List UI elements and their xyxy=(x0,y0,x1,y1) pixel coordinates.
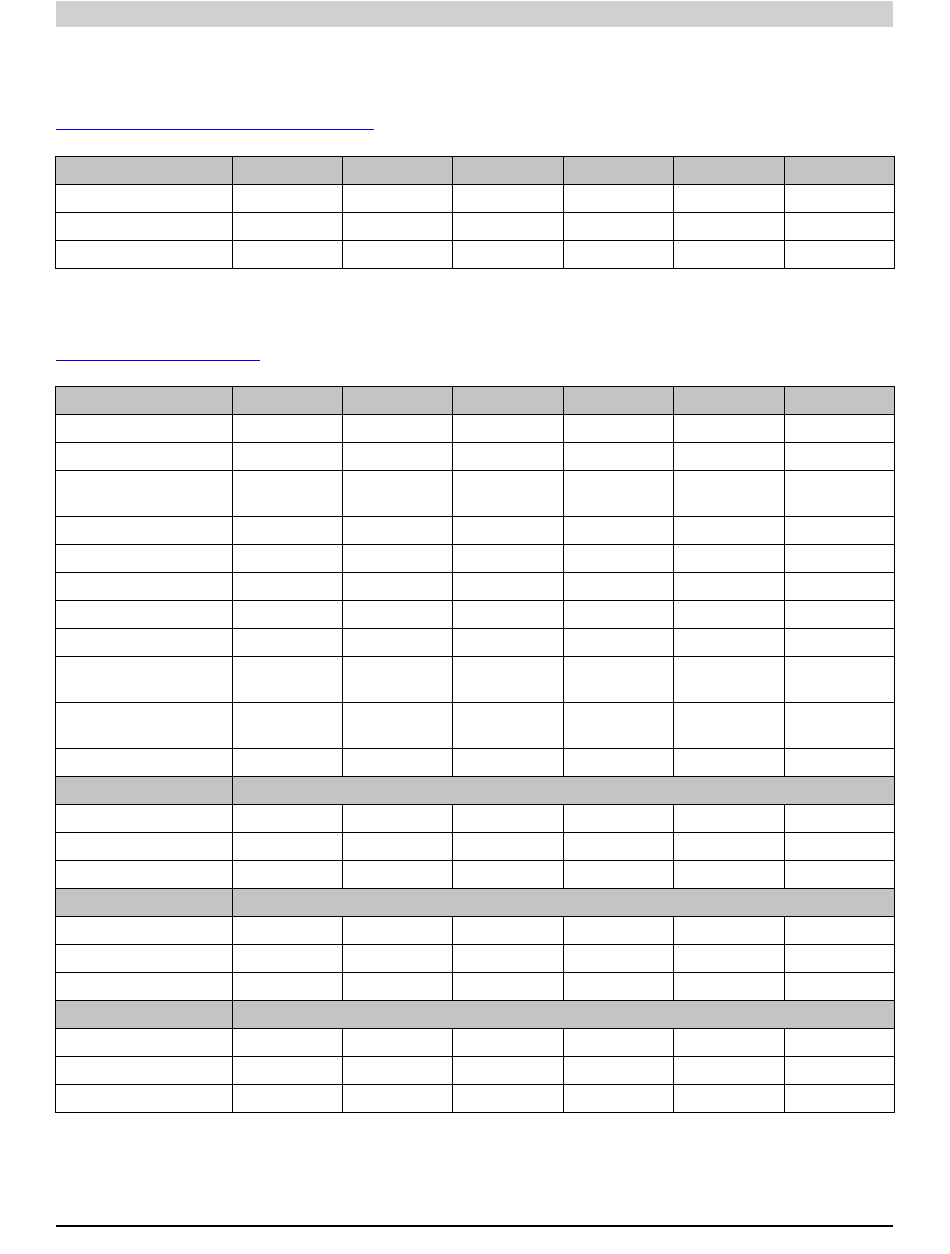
table-row xyxy=(56,213,895,241)
table-cell xyxy=(784,629,894,657)
summary-table xyxy=(55,156,895,269)
table-cell xyxy=(453,185,563,213)
table-cell xyxy=(784,805,894,833)
table-cell xyxy=(56,545,233,573)
table-cell xyxy=(453,1057,563,1085)
table-cell xyxy=(232,861,342,889)
column-header xyxy=(232,387,342,415)
table-cell xyxy=(453,917,563,945)
table-cell xyxy=(232,917,342,945)
column-header xyxy=(674,387,784,415)
table-cell xyxy=(56,703,233,749)
table-cell xyxy=(563,861,673,889)
table-cell xyxy=(453,573,563,601)
table-cell xyxy=(563,917,673,945)
table-row xyxy=(56,749,895,777)
column-header xyxy=(563,387,673,415)
table-cell xyxy=(563,1029,673,1057)
table-cell xyxy=(56,241,233,269)
table-cell xyxy=(674,545,784,573)
table-cell xyxy=(453,629,563,657)
detail-table xyxy=(55,386,895,1113)
footer-rule xyxy=(56,1225,893,1227)
table-cell xyxy=(674,945,784,973)
group-header-row xyxy=(56,1001,895,1029)
table-cell xyxy=(56,1057,233,1085)
header-bar xyxy=(56,1,893,27)
table-cell xyxy=(674,861,784,889)
table-header-row xyxy=(56,387,895,415)
table-cell xyxy=(232,573,342,601)
table-cell xyxy=(343,185,453,213)
table-cell xyxy=(453,657,563,703)
column-header xyxy=(453,157,563,185)
table-cell xyxy=(784,545,894,573)
table-row xyxy=(56,471,895,517)
table-cell xyxy=(674,471,784,517)
table-cell xyxy=(674,703,784,749)
table-cell xyxy=(453,545,563,573)
column-header xyxy=(563,157,673,185)
table-cell xyxy=(784,749,894,777)
table-cell xyxy=(56,749,233,777)
group-label xyxy=(56,1001,233,1029)
table-row xyxy=(56,861,895,889)
table-cell xyxy=(56,517,233,545)
table-cell xyxy=(674,213,784,241)
table-cell xyxy=(784,833,894,861)
table-cell xyxy=(343,415,453,443)
table-row xyxy=(56,1085,895,1113)
table-cell xyxy=(674,241,784,269)
table-cell xyxy=(563,185,673,213)
group-label xyxy=(56,889,233,917)
table-cell xyxy=(232,1029,342,1057)
table-cell xyxy=(56,861,233,889)
table-cell xyxy=(453,601,563,629)
table-cell xyxy=(56,443,233,471)
table-cell xyxy=(674,1029,784,1057)
table-row xyxy=(56,241,895,269)
table-cell xyxy=(784,415,894,443)
table-cell xyxy=(343,1085,453,1113)
table-cell xyxy=(56,415,233,443)
table-cell xyxy=(453,415,563,443)
table-row xyxy=(56,629,895,657)
table-cell xyxy=(674,657,784,703)
table-cell xyxy=(232,471,342,517)
table-cell xyxy=(784,213,894,241)
column-header xyxy=(56,387,233,415)
table-cell xyxy=(343,917,453,945)
table-cell xyxy=(343,805,453,833)
table-row xyxy=(56,833,895,861)
column-header xyxy=(343,157,453,185)
section-2-link[interactable] xyxy=(56,346,260,361)
table-cell xyxy=(674,629,784,657)
table-cell xyxy=(56,573,233,601)
table-row xyxy=(56,805,895,833)
group-header-row xyxy=(56,777,895,805)
table-cell xyxy=(563,703,673,749)
table-cell xyxy=(232,749,342,777)
table-cell xyxy=(563,443,673,471)
column-header xyxy=(453,387,563,415)
table-cell xyxy=(453,471,563,517)
table-cell xyxy=(563,749,673,777)
table-cell xyxy=(674,1057,784,1085)
table-cell xyxy=(232,1057,342,1085)
table-cell xyxy=(343,629,453,657)
table-cell xyxy=(343,749,453,777)
group-span-cell xyxy=(232,889,894,917)
table-cell xyxy=(674,517,784,545)
table-cell xyxy=(343,833,453,861)
table-cell xyxy=(56,973,233,1001)
table-row xyxy=(56,945,895,973)
column-header xyxy=(784,387,894,415)
table-cell xyxy=(343,573,453,601)
table-cell xyxy=(232,213,342,241)
table-cell xyxy=(232,657,342,703)
table-cell xyxy=(674,573,784,601)
table-cell xyxy=(56,185,233,213)
table-cell xyxy=(343,1029,453,1057)
table-cell xyxy=(674,1085,784,1113)
table-cell xyxy=(56,657,233,703)
table-cell xyxy=(784,945,894,973)
column-header xyxy=(343,387,453,415)
table-cell xyxy=(674,415,784,443)
table-row xyxy=(56,1057,895,1085)
table-cell xyxy=(563,517,673,545)
table-cell xyxy=(453,1085,563,1113)
table-cell xyxy=(674,601,784,629)
table-cell xyxy=(343,545,453,573)
table-cell xyxy=(56,471,233,517)
table-cell xyxy=(56,945,233,973)
table-cell xyxy=(453,703,563,749)
table-row xyxy=(56,917,895,945)
table-cell xyxy=(232,601,342,629)
table-cell xyxy=(674,833,784,861)
table-cell xyxy=(784,973,894,1001)
column-header xyxy=(784,157,894,185)
table-cell xyxy=(232,629,342,657)
table-cell xyxy=(56,1085,233,1113)
table-cell xyxy=(784,917,894,945)
table-cell xyxy=(56,1029,233,1057)
table-cell xyxy=(453,213,563,241)
table-cell xyxy=(56,601,233,629)
table-cell xyxy=(343,213,453,241)
table-cell xyxy=(232,1085,342,1113)
table-row xyxy=(56,517,895,545)
table-cell xyxy=(453,443,563,471)
table-cell xyxy=(784,1029,894,1057)
table-row xyxy=(56,545,895,573)
table-cell xyxy=(563,1085,673,1113)
table-cell xyxy=(232,517,342,545)
table-cell xyxy=(232,945,342,973)
table-cell xyxy=(232,415,342,443)
table-row xyxy=(56,703,895,749)
table-cell xyxy=(343,861,453,889)
table-cell xyxy=(674,443,784,471)
table-cell xyxy=(563,1057,673,1085)
table-cell xyxy=(784,1085,894,1113)
table-cell xyxy=(232,443,342,471)
table-cell xyxy=(56,629,233,657)
table-row xyxy=(56,415,895,443)
table-cell xyxy=(784,241,894,269)
table-cell xyxy=(784,443,894,471)
table-cell xyxy=(232,545,342,573)
table-cell xyxy=(563,545,673,573)
table-cell xyxy=(563,833,673,861)
table-row xyxy=(56,973,895,1001)
table-cell xyxy=(563,973,673,1001)
table-cell xyxy=(784,185,894,213)
table-cell xyxy=(563,805,673,833)
table-cell xyxy=(563,471,673,517)
table-cell xyxy=(784,573,894,601)
group-span-cell xyxy=(232,1001,894,1029)
table-cell xyxy=(453,805,563,833)
table-cell xyxy=(453,517,563,545)
table-cell xyxy=(343,471,453,517)
table-cell xyxy=(232,241,342,269)
table-cell xyxy=(343,443,453,471)
table-cell xyxy=(232,805,342,833)
table-cell xyxy=(784,601,894,629)
table-cell xyxy=(232,185,342,213)
table-cell xyxy=(784,1057,894,1085)
table-row xyxy=(56,185,895,213)
table-cell xyxy=(563,573,673,601)
column-header xyxy=(232,157,342,185)
table-cell xyxy=(674,917,784,945)
table-cell xyxy=(453,973,563,1001)
table-cell xyxy=(563,629,673,657)
table-row xyxy=(56,601,895,629)
table-cell xyxy=(343,517,453,545)
table-cell xyxy=(674,185,784,213)
table-cell xyxy=(453,833,563,861)
table-cell xyxy=(232,973,342,1001)
table-cell xyxy=(56,833,233,861)
table-cell xyxy=(343,945,453,973)
table-cell xyxy=(563,415,673,443)
section-1-link[interactable] xyxy=(56,115,374,130)
table-cell xyxy=(453,945,563,973)
table-cell xyxy=(563,241,673,269)
column-header xyxy=(56,157,233,185)
group-label xyxy=(56,777,233,805)
table-cell xyxy=(343,241,453,269)
table-cell xyxy=(232,703,342,749)
table-cell xyxy=(563,213,673,241)
table-cell xyxy=(563,601,673,629)
group-span-cell xyxy=(232,777,894,805)
table-cell xyxy=(232,833,342,861)
table-cell xyxy=(453,241,563,269)
table-cell xyxy=(343,973,453,1001)
table-cell xyxy=(56,213,233,241)
table-cell xyxy=(453,1029,563,1057)
table-cell xyxy=(453,749,563,777)
table-cell xyxy=(784,517,894,545)
table-cell xyxy=(674,973,784,1001)
table-row xyxy=(56,657,895,703)
table-cell xyxy=(784,657,894,703)
table-cell xyxy=(784,703,894,749)
table-cell xyxy=(56,917,233,945)
table-cell xyxy=(784,471,894,517)
table-cell xyxy=(56,805,233,833)
group-header-row xyxy=(56,889,895,917)
table-cell xyxy=(343,703,453,749)
table-cell xyxy=(343,1057,453,1085)
table-cell xyxy=(563,945,673,973)
table-cell xyxy=(674,805,784,833)
column-header xyxy=(674,157,784,185)
table-cell xyxy=(343,657,453,703)
table-cell xyxy=(674,749,784,777)
table-header-row xyxy=(56,157,895,185)
table-cell xyxy=(784,861,894,889)
table-cell xyxy=(453,861,563,889)
table-row xyxy=(56,443,895,471)
table-row xyxy=(56,1029,895,1057)
table-cell xyxy=(563,657,673,703)
table-row xyxy=(56,573,895,601)
table-cell xyxy=(343,601,453,629)
